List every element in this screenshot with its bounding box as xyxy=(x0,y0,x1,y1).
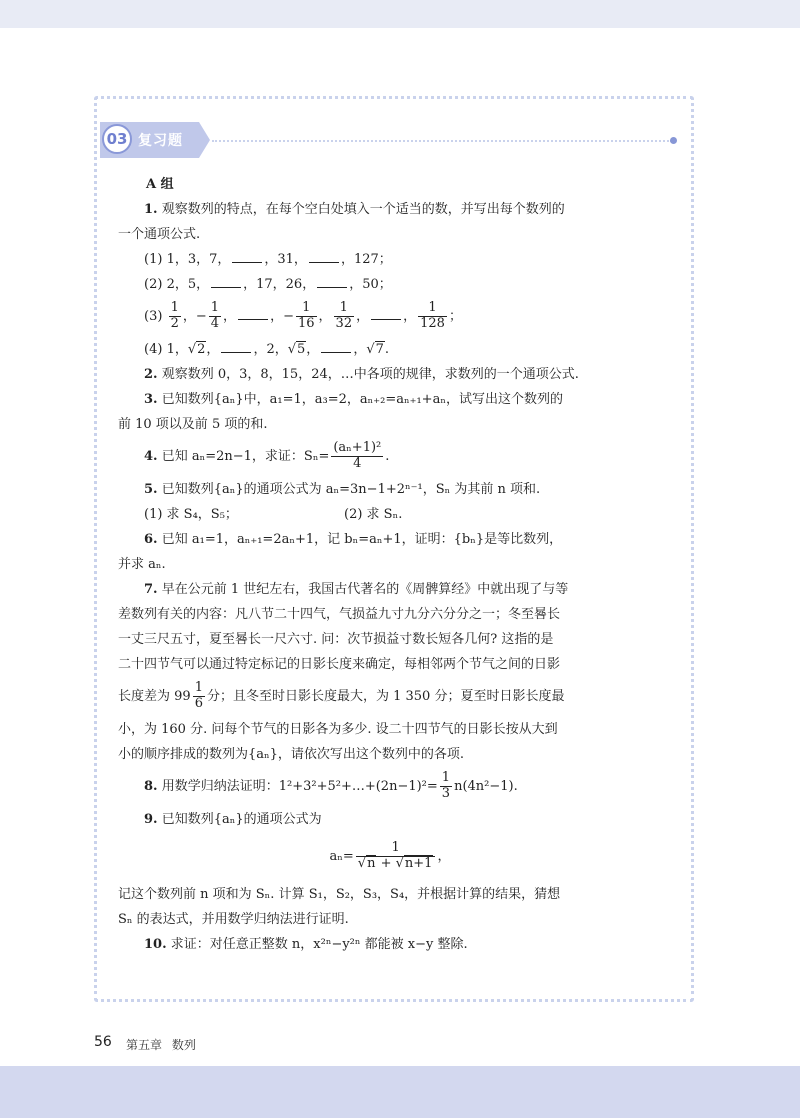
sequence-text: . xyxy=(384,342,390,357)
plus-sign: + xyxy=(376,856,396,871)
fraction xyxy=(418,301,447,332)
fraction-numerator: 1 xyxy=(210,300,220,316)
radicand: 7 xyxy=(375,342,384,357)
fraction-denominator: 16 xyxy=(297,316,315,331)
minus-sign: − xyxy=(283,309,294,324)
answer-blank[interactable] xyxy=(309,248,339,263)
question-text: . xyxy=(385,449,390,464)
question-text: 一丈三尺五寸，夏至晷长一尺六寸. 问：次节损益寸数长短各几何? 这指的是 xyxy=(118,632,554,647)
section-title: 复习题 xyxy=(138,133,183,149)
fraction xyxy=(169,301,181,332)
question-text: 记这个数列前 n 项和为 Sₙ. 计算 S₁，S₂，S₃，S₄，并根据计算的结果，猜想 xyxy=(118,887,561,902)
sequence-text: ，50； xyxy=(349,277,392,292)
fraction xyxy=(356,841,436,872)
question-8 xyxy=(118,767,662,807)
question-7-line-5 xyxy=(118,677,662,717)
question-3 xyxy=(118,387,662,412)
question-number: 7. xyxy=(144,582,158,597)
question-number: 1. xyxy=(144,202,158,217)
fraction-numerator: (aₙ+1)² xyxy=(333,440,382,456)
question-text: 早在公元前 1 世纪左右，我国古代著名的《周髀算经》中就出现了与等 xyxy=(161,582,569,597)
bottom-band xyxy=(0,1066,800,1118)
separator: ， xyxy=(318,309,332,324)
question-number: 4. xyxy=(144,449,158,464)
answer-blank[interactable] xyxy=(321,338,351,353)
fraction-numerator: 1 xyxy=(441,770,451,786)
question-text: 已知数列{aₙ}中，a₁=1，a₃=2，aₙ₊₂=aₙ₊₁+aₙ，试写出这个数列的 xyxy=(161,392,563,407)
separator: ， xyxy=(223,309,237,324)
question-text: 已知 aₙ=2n−1，求证：Sₙ= xyxy=(161,449,330,464)
question-text: 小的顺序排成的数列为{aₙ}，请依次写出这个数列中的各项. xyxy=(118,747,465,762)
answer-blank[interactable] xyxy=(211,273,241,288)
part-text: (1) 求 S₄，S₅； xyxy=(144,507,238,522)
question-text: 二十四节气可以通过特定标记的日影长度来确定，每相邻两个节气之间的日影 xyxy=(118,657,561,672)
question-6 xyxy=(118,527,662,552)
question-text: 用数学归纳法证明：1²+3²+5²+…+(2n−1)²= xyxy=(161,779,438,794)
fraction-numerator: 1 xyxy=(296,301,317,317)
question-text: 观察数列的特点，在每个空白处填入一个适当的数，并写出每个数列的 xyxy=(161,202,565,217)
fraction-denominator: 2 xyxy=(170,316,179,331)
question-text: 求证：对任意正整数 n，x²ⁿ−y²ⁿ 都能被 x−y 整除. xyxy=(170,937,468,952)
fraction-numerator: 1 xyxy=(194,680,203,696)
sequence-text: 1， xyxy=(166,342,188,357)
question-1-part-1 xyxy=(118,247,662,272)
separator: ； xyxy=(448,309,462,324)
question-text: 前 10 项以及前 5 项的和. xyxy=(118,417,268,432)
question-text: 已知 a₁=1，aₙ₊₁=2aₙ+1，记 bₙ=aₙ+1，证明：{bₙ}是等比数列， xyxy=(161,532,563,547)
radicand: 2 xyxy=(197,342,206,357)
sequence-text: ， xyxy=(306,342,320,357)
fraction-denominator: √n + √n+1 xyxy=(357,856,433,871)
sequence-text: ， xyxy=(353,342,367,357)
fraction-denominator: 6 xyxy=(194,696,203,711)
question-number: 2. xyxy=(144,367,158,382)
fraction-numerator: 1 xyxy=(418,301,447,317)
page-number: 56 xyxy=(94,1034,112,1050)
question-text: 小，为 160 分. 问每个节气的日影各为多少. 设二十四节气的日影长按从大到 xyxy=(118,722,558,737)
question-1-part-3 xyxy=(118,297,662,337)
answer-blank[interactable] xyxy=(221,338,251,353)
separator: ， xyxy=(182,309,196,324)
question-text: 一个通项公式. xyxy=(118,227,201,242)
part-text: (2) 求 Sₙ. xyxy=(344,507,403,522)
fraction xyxy=(334,301,355,332)
separator: ， xyxy=(356,309,370,324)
answer-blank[interactable] xyxy=(317,273,347,288)
separator: ， xyxy=(437,849,451,864)
fraction-denominator: 4 xyxy=(210,316,220,331)
question-7 xyxy=(118,577,662,602)
question-number: 5. xyxy=(144,482,158,497)
sequence-text: ，17，26， xyxy=(243,277,316,292)
question-number: 3. xyxy=(144,392,158,407)
radicand: 5 xyxy=(297,342,306,357)
formula-lhs: aₙ= xyxy=(329,849,354,864)
sequence-text: 1，3，7， xyxy=(166,252,231,267)
question-number: 6. xyxy=(144,532,158,547)
question-1-part-2 xyxy=(118,272,662,297)
header-dot xyxy=(670,137,677,144)
minus-sign: − xyxy=(195,309,207,324)
question-text: 观察数列 0，3，8，15，24，…中各项的规律，求数列的一个通项公式. xyxy=(161,367,579,382)
sequence-text: ，2， xyxy=(253,342,288,357)
question-9 xyxy=(118,807,662,832)
question-text: n(4n²−1). xyxy=(454,779,518,794)
question-text: 已知数列{aₙ}的通项公式为 xyxy=(161,812,322,827)
question-text: 并求 aₙ. xyxy=(118,557,166,572)
question-10 xyxy=(118,932,662,957)
part-label: (2) xyxy=(144,277,163,292)
question-number: 10. xyxy=(144,937,167,952)
question-number: 8. xyxy=(144,779,158,794)
fraction xyxy=(209,301,221,332)
question-9-formula xyxy=(118,832,662,882)
question-text: 长度差为 99 xyxy=(118,689,191,704)
separator: ， xyxy=(403,309,417,324)
fraction-numerator: 1 xyxy=(356,841,436,857)
part-label: (1) xyxy=(144,252,163,267)
sequence-text: ，127； xyxy=(340,252,392,267)
question-text: Sₙ 的表达式，并用数学归纳法进行证明. xyxy=(118,912,349,927)
fraction xyxy=(296,301,317,332)
fraction-denominator: 3 xyxy=(441,786,451,801)
fraction xyxy=(440,771,452,802)
fraction-denominator: 32 xyxy=(335,316,353,331)
question-text: 分；且冬至时日影长度最大，为 1 350 分；夏至时日影长度最 xyxy=(206,689,565,704)
sequence-text: ， xyxy=(206,342,220,357)
radicand: n xyxy=(367,856,376,871)
fraction-numerator: 1 xyxy=(334,301,355,317)
fraction-denominator: 4 xyxy=(353,456,362,471)
question-1 xyxy=(118,197,662,222)
top-band xyxy=(0,0,800,28)
sequence-text: ，31， xyxy=(264,252,307,267)
question-number: 9. xyxy=(144,812,158,827)
question-4 xyxy=(118,437,662,477)
chapter-title: 第五章 数列 xyxy=(126,1038,196,1052)
question-5-parts xyxy=(118,502,662,527)
answer-blank[interactable] xyxy=(232,248,262,263)
part-label: (4) xyxy=(144,342,163,357)
separator: ， xyxy=(270,309,284,324)
sequence-text: 2，5， xyxy=(166,277,210,292)
part-label: (3) xyxy=(144,309,163,324)
question-text: 差数列有关的内容：凡八节二十四气，气损益九寸九分六分分之一；冬至晷长 xyxy=(118,607,561,622)
question-text: 已知数列{aₙ}的通项公式为 aₙ=3n−1+2ⁿ⁻¹，Sₙ 为其前 n 项和. xyxy=(161,482,541,497)
fraction-numerator: 1 xyxy=(170,300,179,316)
fraction xyxy=(331,441,383,472)
question-5 xyxy=(118,477,662,502)
group-label: A 组 xyxy=(146,177,174,192)
radicand: n+1 xyxy=(404,856,433,871)
exercise-content xyxy=(118,172,662,957)
question-2 xyxy=(118,362,662,387)
fraction-denominator: 128 xyxy=(420,316,445,331)
header-rule xyxy=(212,140,672,142)
answer-blank[interactable] xyxy=(371,305,401,320)
question-1-part-4: (4) 1，√2， ，2，√5， ，√7. xyxy=(118,337,662,362)
answer-blank[interactable] xyxy=(238,305,268,320)
section-number-badge: 03 xyxy=(102,124,132,154)
fraction xyxy=(193,681,205,712)
